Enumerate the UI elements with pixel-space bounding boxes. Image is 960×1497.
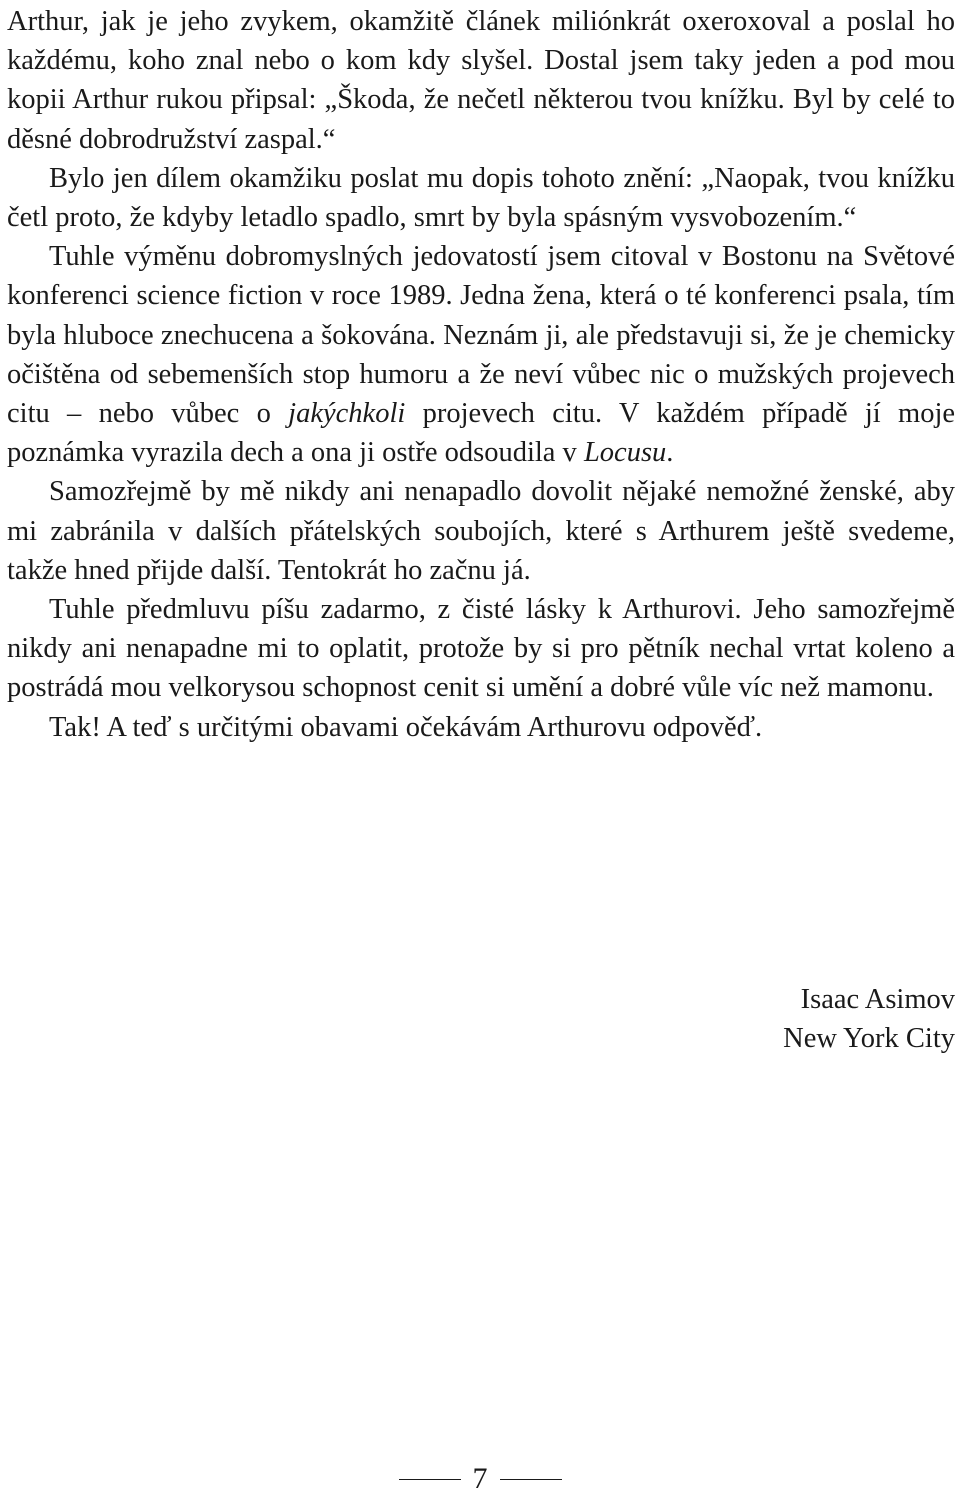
paragraph bbox=[7, 159, 955, 237]
book-page bbox=[7, 0, 955, 747]
paragraph-text: Tuhle výměnu dobromyslných jedovatostí jsem citoval v Bostonu na Světové konferenci science fiction v roce 1989. Jedna žena, která o té konferenci psala, tím byla hluboce znechucena a šokována. Neznám ji, ale představuji si, že je chemicky očištěna od sebemenších stop humoru a že neví vůbec nic o mužských projevech citu – nebo vůbec o bbox=[7, 241, 955, 430]
paragraph bbox=[7, 472, 955, 590]
folio-dash-right bbox=[500, 1479, 562, 1480]
paragraph-text: Samozřejmě by mě nikdy ani nenapadlo dovolit nějaké nemožné ženské, aby mi zabránila v dalších přátelských soubojích, které s Arthurem ještě svedeme, takže hned přijde další. Tentokrát ho začnu já. bbox=[7, 476, 955, 586]
paragraph-text: Tak! A teď s určitými obavami očekávám Arthurovu odpověď. bbox=[49, 711, 763, 743]
paragraph bbox=[7, 590, 955, 708]
body-text bbox=[7, 0, 955, 747]
paragraph bbox=[7, 0, 955, 159]
emphasis-text: jakýchkoli bbox=[288, 398, 406, 430]
page-number: 7 bbox=[472, 1462, 488, 1495]
page-footer bbox=[0, 1461, 960, 1497]
author-name: Isaac Asimov bbox=[800, 984, 955, 1015]
author-location: New York City bbox=[783, 1023, 955, 1055]
paragraph bbox=[7, 237, 955, 472]
paragraph-text: Bylo jen dílem okamžiku poslat mu dopis tohoto znění: „Naopak, tvou knížku četl proto, že kdyby letadlo spadlo, smrt by byla spásným vysvobozením.“ bbox=[7, 162, 955, 234]
emphasis-text: Locusu bbox=[583, 437, 667, 469]
folio-dash-left bbox=[399, 1479, 461, 1480]
paragraph-text: Arthur, jak je jeho zvykem, okamžitě článek miliónkrát oxeroxoval a poslal ho každému, koho znal nebo o kom kdy slyšel. Dostal jsem taky jeden a pod mou kopii Arthur rukou připsal: „Škoda, že nečetl některou tvou knížku. Byl by celé to děsné dobrodružství zaspal.“ bbox=[7, 6, 955, 155]
paragraph-text: . bbox=[666, 437, 674, 469]
paragraph-text: Tuhle předmluvu píšu zadarmo, z čisté lásky k Arthurovi. Jeho samozřejmě nikdy ani nenapadne mi to oplatit, protože by si pro pětník nechal vrtat koleno a postrádá mou velkorysou schopnost cenit si umění a dobré vůle víc než mamonu. bbox=[7, 594, 955, 704]
paragraph-text: projevech citu. V každém případě jí moje poznámka vyrazila dech a ona ji ostře odsoudila v bbox=[7, 398, 956, 469]
paragraph bbox=[7, 708, 955, 747]
signature-block bbox=[783, 980, 955, 1058]
